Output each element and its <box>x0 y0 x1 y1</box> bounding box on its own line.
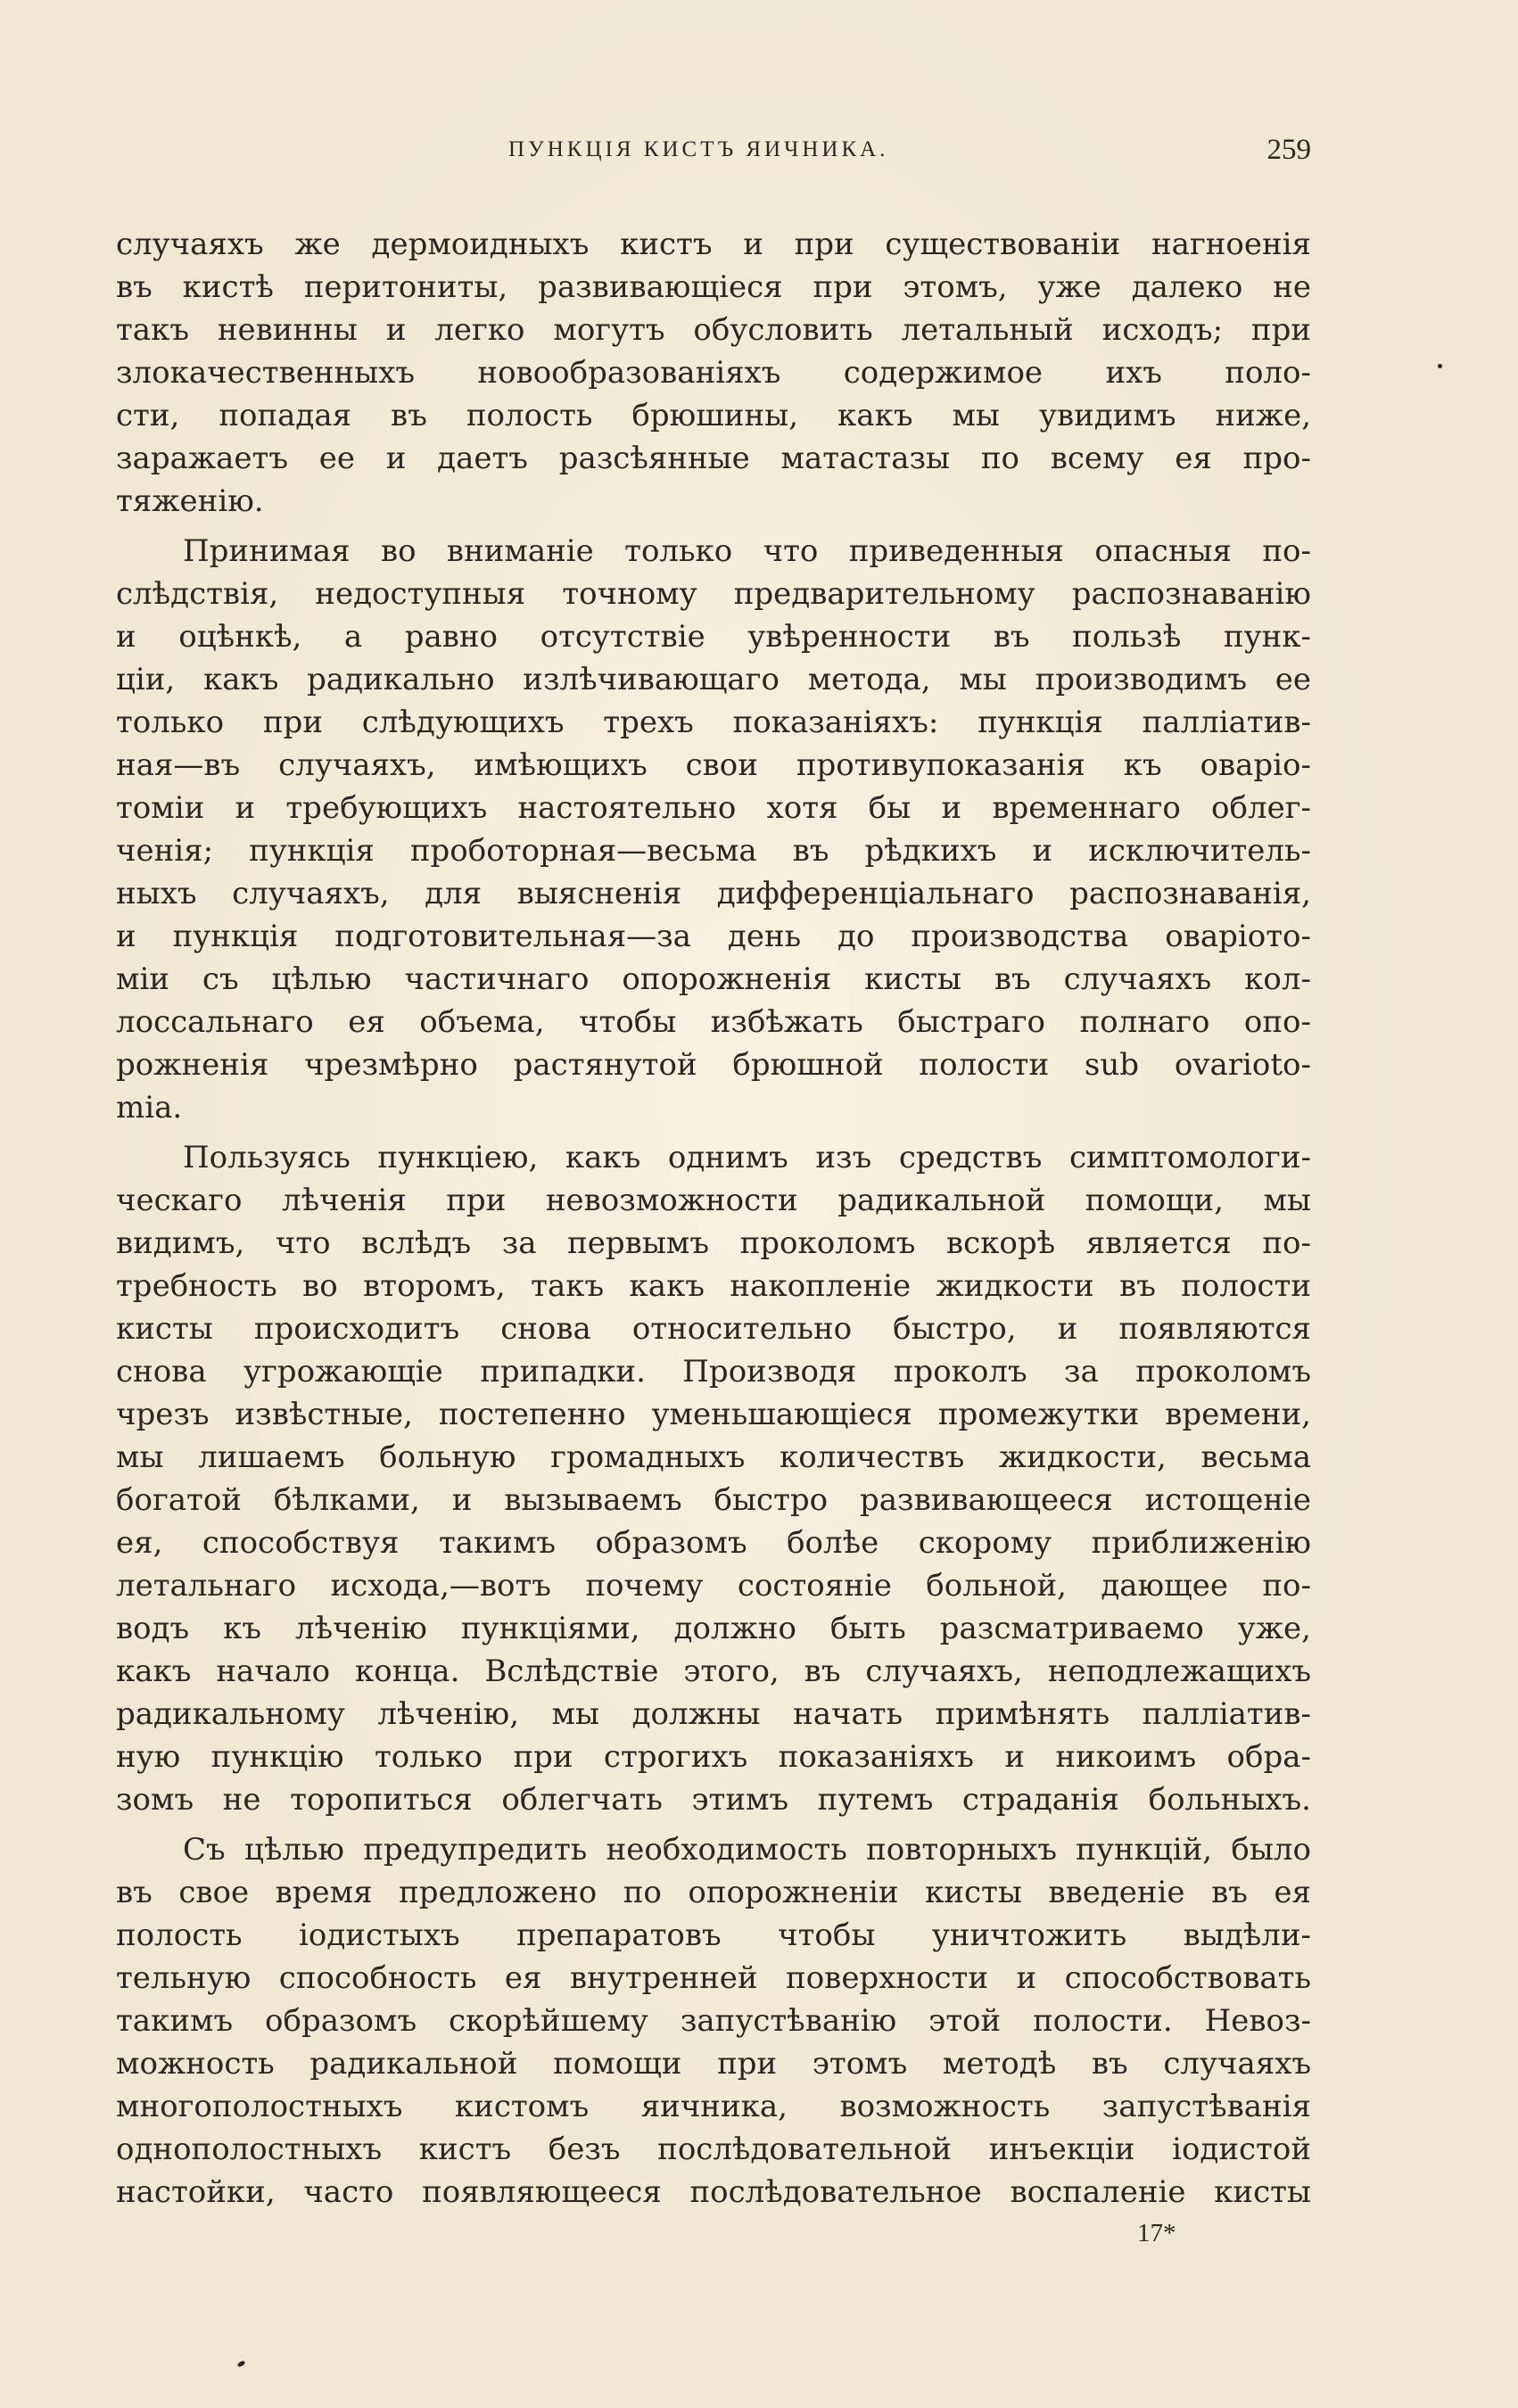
text-line: ную пункцію только при строгихъ показаніяхъ и никоимъ обра- <box>116 1739 1311 1775</box>
text-line: такимъ образомъ скорѣйшему запустѣванію этой полости. Невоз- <box>116 2003 1311 2039</box>
text-line: и оцѣнкѣ, а равно отсутствіе увѣренности въ пользѣ пунк- <box>116 619 1311 655</box>
text-line: какъ начало конца. Вслѣдствіе этого, въ случаяхъ, неподлежащихъ <box>116 1653 1311 1689</box>
ink-speck <box>236 2360 245 2368</box>
text-line: видимъ, что вслѣдъ за первымъ проколомъ вскорѣ является по- <box>116 1225 1311 1261</box>
signature-mark: 17* <box>1137 2219 1176 2247</box>
text-line: сти, попадая въ полость брюшины, какъ мы увидимъ ниже, <box>116 398 1311 433</box>
paragraph-1 <box>116 223 1311 523</box>
text-line: міи съ цѣлью частичнаго опорожненія кисты въ случаяхъ кол- <box>116 961 1311 997</box>
text-line: водъ къ лѣченію пункціями, должно быть разсматриваемо уже, <box>116 1611 1311 1646</box>
text-line: ная—въ случаяхъ, имѣющихъ свои противупоказанія къ оваріо- <box>116 747 1311 783</box>
text-line: полость іодистыхъ препаратовъ чтобы уничтожить выдѣли- <box>116 1917 1311 1953</box>
text-line: Съ цѣлью предупредить необходимость повторныхъ пункцій, было <box>183 1832 1311 1868</box>
ink-speck <box>1438 364 1442 368</box>
text-line: и пункція подготовительная—за день до производства оваріото- <box>116 919 1311 954</box>
text-line: рожненія чрезмѣрно растянутой брюшной полости sub ovariotо- <box>116 1047 1311 1083</box>
text-line: настойки, часто появляющееся послѣдовательное воспаленіе кисты <box>116 2174 1311 2210</box>
text-line: Пользуясь пункціею, какъ однимъ изъ средствъ симптомологи- <box>183 1140 1311 1175</box>
text-line: мы лишаемъ больную громадныхъ количествъ жидкости, весьма <box>116 1439 1311 1475</box>
text-line: можность радикальной помощи при этомъ методѣ въ случаяхъ <box>116 2046 1311 2082</box>
text-line: только при слѣдующихъ трехъ показаніяхъ: пункція палліатив- <box>116 705 1311 740</box>
body-text <box>116 223 1311 2221</box>
text-line: ціи, какъ радикально излѣчивающаго метода, мы производимъ ее <box>116 662 1311 697</box>
text-line: ченія; пункція проботорная—весьма въ рѣдкихъ и исключитель- <box>116 833 1311 869</box>
text-line: требность во второмъ, такъ какъ накопленіе жидкости въ полости <box>116 1268 1311 1304</box>
text-line: ческаго лѣченія при невозможности радикальной помощи, мы <box>116 1183 1311 1218</box>
paragraph-3 <box>116 1136 1311 1821</box>
text-line: многополостныхъ кистомъ яичника, возможность запустѣванія <box>116 2089 1311 2124</box>
text-line: въ свое время предложено по опорожненіи кисты введеніе въ ея <box>116 1875 1311 1910</box>
page-header <box>116 134 1311 178</box>
text-line: случаяхъ же дермоидныхъ кистъ и при существованіи нагноенія <box>116 227 1311 262</box>
text-line: летальнаго исхода,—вотъ почему состояніе больной, дающее по- <box>116 1568 1311 1604</box>
text-line: такъ невинны и легко могутъ обусловить летальный исходъ; при <box>116 312 1311 348</box>
text-line: заражаетъ ее и даетъ разсѣянные матастазы по всему ея про- <box>116 441 1311 476</box>
text-line: зомъ не торопиться облегчать этимъ путемъ страданія больныхъ. <box>116 1782 1311 1818</box>
text-line: злокачественныхъ новообразованіяхъ содержимое ихъ поло- <box>116 355 1311 391</box>
page-number: 259 <box>1266 134 1311 166</box>
text-line: кисты происходитъ снова относительно быстро, и появляются <box>116 1311 1311 1347</box>
text-line: тяженію. <box>116 483 264 519</box>
paragraph-2 <box>116 530 1311 1129</box>
text-line: въ кистѣ перитониты, развивающіеся при этомъ, уже далеко не <box>116 269 1311 305</box>
text-line: чрезъ извѣстные, постепенно уменьшающіеся промежутки времени, <box>116 1397 1311 1432</box>
text-line: слѣдствія, недоступныя точному предварительному распознаванію <box>116 576 1311 612</box>
paragraph-4 <box>116 1828 1311 2214</box>
text-line: Принимая во вниманіе только что приведенныя опасныя по- <box>183 533 1311 569</box>
text-line: mia. <box>116 1090 183 1126</box>
text-line: снова угрожающіе припадки. Производя проколъ за проколомъ <box>116 1354 1311 1390</box>
text-line: однополостныхъ кистъ безъ послѣдовательной инъекціи іодистой <box>116 2132 1311 2167</box>
text-line: богатой бѣлками, и вызываемъ быстро развивающееся истощеніе <box>116 1482 1311 1518</box>
text-line: томіи и требующихъ настоятельно хотя бы и временнаго облег- <box>116 790 1311 826</box>
text-line: ея, способствуя такимъ образомъ болѣе скорому приближенію <box>116 1525 1311 1561</box>
text-line: лоссальнаго ея объема, чтобы избѣжать быстраго полнаго опо- <box>116 1004 1311 1040</box>
running-head: ПУНКЦІЯ КИСТЪ ЯИЧНИКА. <box>508 137 889 161</box>
text-line: ныхъ случаяхъ, для выясненія дифференціальнаго распознаванія, <box>116 876 1311 911</box>
text-line: тельную способность ея внутренней поверхности и способствовать <box>116 1960 1311 1996</box>
text-line: радикальному лѣченію, мы должны начать примѣнять палліатив- <box>116 1696 1311 1732</box>
